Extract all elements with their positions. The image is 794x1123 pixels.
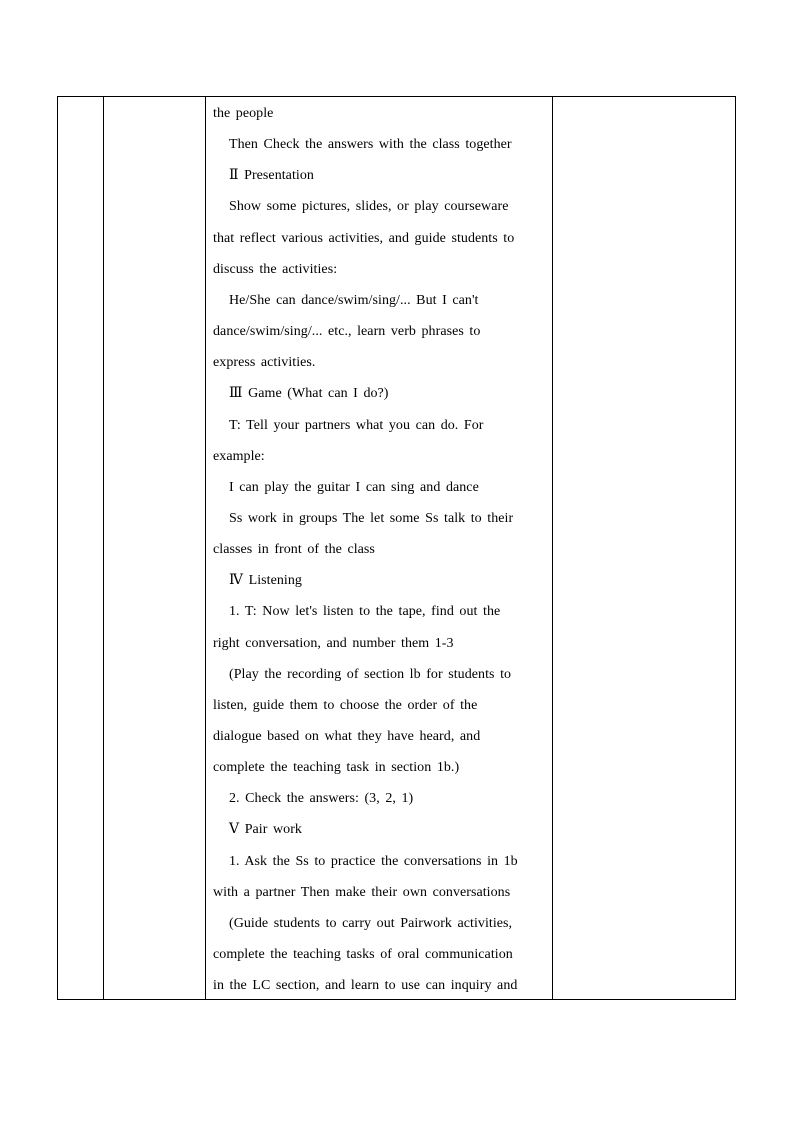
teaching-procedure-cell xyxy=(206,97,552,999)
lesson-plan-table xyxy=(57,96,736,1000)
text-line: right conversation, and number them 1-3 xyxy=(213,635,454,651)
text-line: 1. Ask the Ss to practice the conversations in 1b xyxy=(229,853,518,869)
text-line: 1. T: Now let's listen to the tape, find out the xyxy=(229,604,501,620)
text-line: listen, guide them to choose the order of the xyxy=(213,697,478,713)
text-line: dialogue based on what they have heard, and xyxy=(213,729,481,744)
text-line: T: Tell your partners what you can do. For xyxy=(229,417,484,433)
text-line: example: xyxy=(213,448,265,464)
text-line: Ⅴ Pair work xyxy=(229,822,302,838)
text-line: express activities. xyxy=(213,355,316,371)
text-line: He/She can dance/swim/sing/... But I can't xyxy=(229,292,479,308)
text-line: Ss work in groups The let some Ss talk to their xyxy=(229,510,514,526)
text-line: in the LC section, and learn to use can inquiry and xyxy=(213,978,518,994)
text-line: the people xyxy=(213,106,274,121)
column-divider xyxy=(103,97,104,999)
text-line: Then Check the answers with the class together xyxy=(229,137,512,153)
text-line: Ⅲ Game (What can I do?) xyxy=(229,386,389,402)
text-line: (Play the recording of section lb for students to xyxy=(229,666,512,682)
text-line: dance/swim/sing/... etc., learn verb phrases to xyxy=(213,324,481,339)
text-line: discuss the activities: xyxy=(213,261,338,277)
text-line: classes in front of the class xyxy=(213,542,375,558)
text-line: (Guide students to carry out Pairwork activities, xyxy=(229,915,513,931)
text-line: Ⅱ Presentation xyxy=(229,168,314,184)
text-line: I can play the guitar I can sing and dance xyxy=(229,479,479,495)
text-line: that reflect various activities, and guide students to xyxy=(213,230,515,246)
text-line: complete the teaching task in section 1b.) xyxy=(213,760,460,776)
text-line: with a partner Then make their own conversations xyxy=(213,884,511,900)
text-line: Ⅳ Listening xyxy=(229,573,302,589)
text-line: complete the teaching tasks of oral communication xyxy=(213,947,513,962)
text-line: 2. Check the answers: (3, 2, 1) xyxy=(229,791,414,807)
text-line: Show some pictures, slides, or play courseware xyxy=(229,199,509,215)
column-divider xyxy=(552,97,553,999)
